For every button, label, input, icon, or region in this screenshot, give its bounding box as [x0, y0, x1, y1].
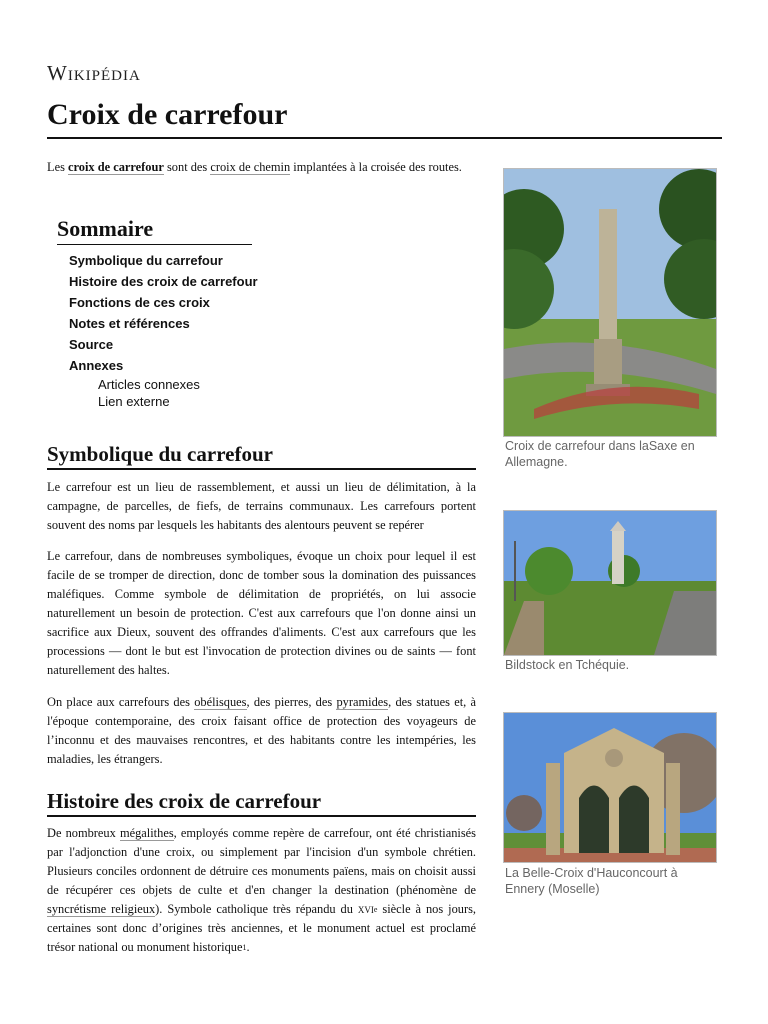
- link-syncretisme-religieux[interactable]: syncrétisme religieux: [47, 902, 156, 916]
- intro-text: Les: [47, 160, 65, 174]
- paragraph-text: , employés comme repère de carrefour, ont été christianisés par l'adjonction d'une croix, ou simplement par l'incision d'un symbole chrétien. Plusieurs conciles ordonnent de détruire ces monuments païens, mais on choisit aussi de récupérer ces objets de culte et d'en changer la destination (phénomène de: [47, 826, 476, 897]
- figure-caption: La Belle-Croix d'Hauconcourt à Ennery (Moselle): [505, 866, 678, 896]
- paragraph-text: , des pierres, des: [246, 695, 337, 709]
- link-croix-de-chemin[interactable]: croix de chemin: [210, 160, 291, 174]
- paragraph-text: De nombreux: [47, 826, 120, 840]
- paragraph: Le carrefour est un lieu de rassemblement, et aussi un lieu de délimitation, à la campagne, de parcelles, de fiefs, de terrains communaux. Les carrefours portent souvent des noms par lesquels les habitants des alentours peuvent se repérer: [47, 480, 476, 532]
- toc-subitem-articles-connexes[interactable]: Articles connexes: [98, 377, 200, 392]
- link-croix-de-carrefour[interactable]: croix de carrefour: [68, 160, 164, 174]
- toc-item-symbolique[interactable]: Symbolique du carrefour: [69, 253, 223, 268]
- crossroads-column-cross-photo: [504, 169, 716, 436]
- toc-item-source[interactable]: Source: [69, 337, 114, 352]
- link-obelisques[interactable]: obélisques: [194, 695, 247, 709]
- table-of-contents: [57, 216, 258, 410]
- paragraph-text: On place aux carrefours des: [47, 695, 195, 709]
- paragraph: [47, 824, 476, 957]
- figure-image-wayside-shrine[interactable]: [503, 510, 717, 656]
- toc-title: Sommaire: [57, 216, 252, 245]
- century-superscript: e: [373, 905, 378, 914]
- page-title: Croix de carrefour: [47, 98, 288, 131]
- paragraph-text: .: [246, 940, 250, 954]
- figure-image-belle-croix[interactable]: [503, 712, 717, 863]
- wayside-shrine-photo: [504, 511, 716, 655]
- link-megalithes[interactable]: mégalithes: [119, 826, 174, 840]
- link-pyramides[interactable]: pyramides: [336, 695, 389, 709]
- toc-item-histoire[interactable]: Histoire des croix de carrefour: [69, 274, 258, 289]
- title-divider: [47, 137, 722, 139]
- section-heading-symbolique: Symbolique du carrefour: [47, 442, 476, 470]
- intro-text: sont des: [163, 160, 211, 174]
- figure-image-crossroads-column[interactable]: [503, 168, 717, 437]
- paragraph-text: , des statues et, à l'époque contemporaine, des croix faisant office de protection des voyageurs de l’inconnu et des mauvaises rencontres, et des habitants contre les intempéries, les maladies, les étrangers.: [47, 695, 476, 766]
- stone-canopy-cross-photo: [504, 713, 716, 862]
- paragraph-text: ). Symbole catholique très répandu du: [155, 902, 358, 916]
- toc-subitem-lien-externe[interactable]: Lien externe: [98, 394, 170, 409]
- paragraph: [47, 693, 476, 769]
- intro-paragraph: [47, 158, 477, 177]
- wikipedia-logo[interactable]: Wikipédia: [47, 61, 141, 85]
- paragraph: Le carrefour, dans de nombreuses symboliques, évoque un choix pour lequel il est facile de se tromper de direction, donc de tomber sous la domination des puissances maléfiques. Comme symbole de délimitation de propriétés, on lui associe naturellement un besoin de protection. C'est aux carrefours que l'on donne ainsi un sacrifice aux Dieux, souvent des offrandes d'aliments. C'est aux carrefours que les processions — dont le but est l'invocation de protection divines ou de saints — font naturellement des haltes.: [47, 549, 476, 677]
- paragraph-text: siècle à nos jours, certaines sont donc d’origines très anciennes, et le monument actuel est proclamé trésor national ou monument historique: [47, 902, 477, 954]
- section-heading-histoire: Histoire des croix de carrefour: [47, 789, 476, 817]
- toc-item-annexes[interactable]: Annexes: [69, 358, 124, 373]
- figure-caption: Croix de carrefour dans laSaxe en Allemagne.: [505, 439, 695, 469]
- century-text: xvi: [357, 902, 374, 916]
- toc-item-notes[interactable]: Notes et références: [69, 316, 190, 331]
- toc-item-fonctions[interactable]: Fonctions de ces croix: [69, 295, 210, 310]
- intro-text: implantées à la croisée des routes.: [290, 160, 462, 174]
- reference-link[interactable]: 1: [242, 943, 247, 952]
- figure-caption: Bildstock en Tchéquie.: [505, 658, 630, 672]
